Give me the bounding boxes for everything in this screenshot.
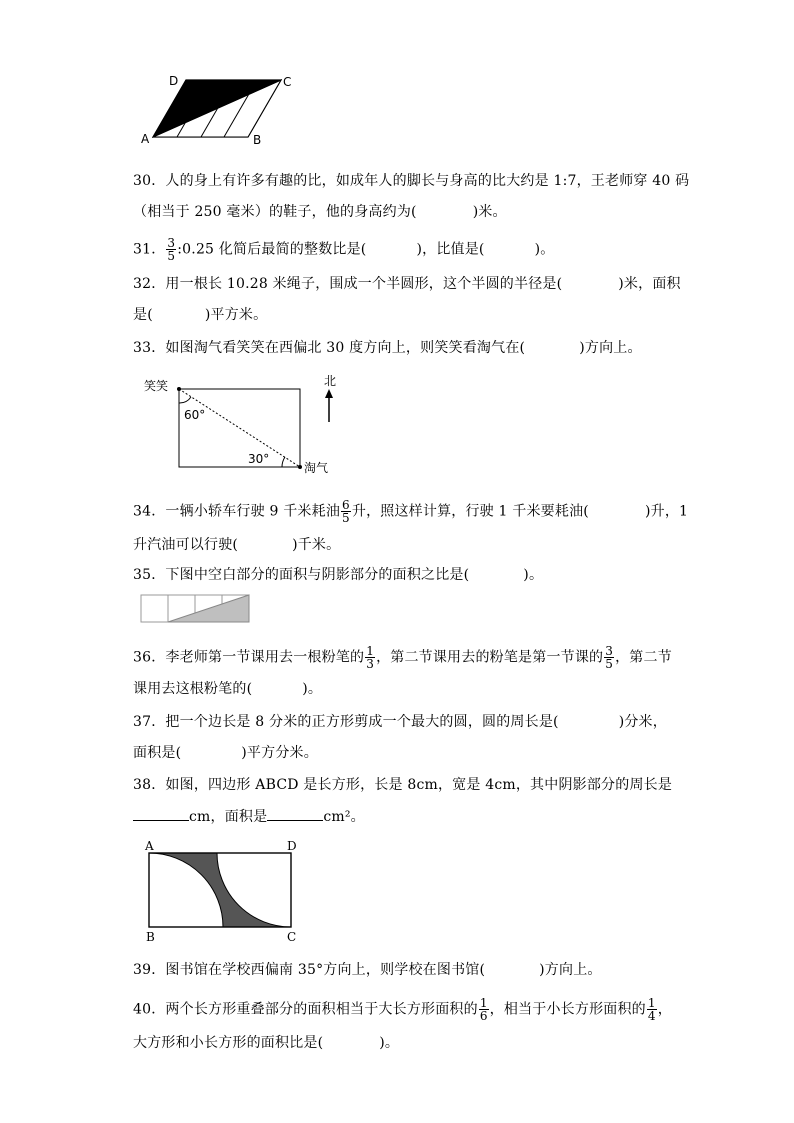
label-a: A	[141, 132, 150, 146]
q36-frac1-den: 3	[366, 657, 375, 671]
q38-perimeter-blank[interactable]	[133, 806, 189, 821]
q40-frac2-num: 1	[647, 996, 656, 1010]
rect-label-b: B	[146, 930, 155, 944]
q36-line1	[133, 645, 672, 670]
q34-text-post: )升，1	[644, 503, 689, 520]
q30-text: （相当于 250 毫米）的鞋子，他的身高约为(	[133, 204, 417, 220]
q37-text-end: )平方分米。	[241, 745, 318, 761]
q36-frac1-num: 1	[366, 644, 375, 658]
q40-fraction-2	[647, 997, 657, 1022]
rectangle-figure	[140, 836, 310, 948]
q34-line2	[133, 535, 340, 555]
q38-text-end: cm²。	[323, 809, 365, 825]
q31-text-c: )。	[534, 241, 555, 258]
q38-line2	[133, 806, 365, 827]
q34-text-end: )千米。	[292, 537, 341, 553]
label-d: D	[169, 74, 179, 88]
q32-line1	[133, 274, 681, 294]
q40-frac1-num: 1	[479, 996, 488, 1010]
q32-text-2: 是(	[133, 307, 153, 323]
q34-line1	[133, 499, 688, 524]
q40-frac2-den: 4	[647, 1009, 656, 1023]
q31-frac-den: 5	[167, 249, 176, 263]
q35-text: 35．下图中空白部分的面积与阴影部分的面积之比是(	[133, 567, 470, 583]
taoqi-label: 淘气	[304, 461, 329, 475]
q36-text: 36．李老师第一节课用去一根粉笔的	[133, 649, 365, 666]
rect-label-d: D	[287, 839, 297, 853]
strip-figure	[140, 594, 252, 624]
q40-text-mid: ，相当于小长方形面积的	[489, 1001, 646, 1018]
parallelogram-figure	[140, 70, 300, 150]
q40-line1	[133, 997, 672, 1022]
q36-fraction-1	[365, 645, 375, 670]
rect-label-a: A	[145, 839, 154, 853]
q37-text-post: )分米，	[618, 714, 667, 730]
q36-text-mid: ，第二节课用去的粉笔是第一节课的	[376, 649, 604, 666]
q34-text-mid: 升，照这样计算，行驶 1 千米要耗油(	[351, 503, 589, 520]
q31-frac-num: 3	[167, 236, 176, 250]
q32-text-mid: )米，面积	[618, 276, 681, 292]
q36-line2	[133, 679, 322, 699]
direction-figure	[140, 370, 350, 480]
q34-text-2: 升汽油可以行驶(	[133, 537, 239, 553]
q30-text-end: )米。	[472, 204, 507, 220]
q35-line	[133, 565, 543, 585]
q33-text: 33．如图淘气看笑笑在西偏北 30 度方向上，则笑笑看淘气在(	[133, 340, 526, 356]
q39-line	[133, 960, 602, 980]
q32-line2	[133, 305, 267, 325]
q30-line2	[133, 202, 507, 222]
q34-frac-den: 5	[342, 511, 350, 525]
q35-text-end: )。	[523, 567, 544, 583]
angle-30-label: 30°	[248, 452, 270, 466]
q37-line2	[133, 743, 318, 763]
q40-line2	[133, 1033, 399, 1053]
angle-60-label: 60°	[184, 408, 206, 422]
label-c: C	[283, 75, 292, 89]
q40-text: 40．两个长方形重叠部分的面积相当于大长方形面积的	[133, 1001, 478, 1018]
q37-text-2: 面积是(	[133, 745, 182, 761]
q34-frac-num: 6	[342, 498, 350, 512]
q32-text-end: )平方米。	[204, 307, 268, 323]
q38-area-blank[interactable]	[267, 806, 323, 821]
q36-text-end: )。	[302, 681, 323, 697]
label-b: B	[253, 133, 262, 147]
q40-text-2: 大方形和小长方形的面积比是(	[133, 1035, 324, 1051]
q40-text-end: )。	[379, 1035, 400, 1051]
q36-fraction-2	[604, 645, 614, 670]
q32-text: 32．用一根长 10.28 米绳子，围成一个半圆形，这个半圆的半径是(	[133, 276, 563, 292]
q36-frac2-den: 5	[605, 657, 614, 671]
q38-line1: 38．如图，四边形 ABCD 是长方形，长是 8cm，宽是 4cm，其中阴影部分的周长是	[133, 777, 673, 793]
q36-text-post: ，第二节	[615, 649, 672, 666]
q30-line1: 30．人的身上有许多有趣的比，如成年人的脚长与身高的比大约是 1:7，王老师穿 40 码	[133, 173, 690, 189]
q36-text-2: 课用去这根粉笔的(	[133, 681, 253, 697]
q31-text-b: )，比值是(	[416, 241, 485, 258]
q37-line1	[133, 712, 667, 732]
q31-line	[133, 237, 554, 262]
q40-text-post: ，	[657, 1001, 672, 1018]
north-label: 北	[324, 374, 337, 388]
q31-text-a: :0.25 化简后最简的整数比是(	[177, 241, 367, 258]
q40-frac1-den: 6	[479, 1009, 488, 1023]
q31-number: 31．	[133, 241, 166, 258]
q34-fraction	[341, 499, 351, 524]
q39-text: 39．图书馆在学校西偏南 35°方向上，则学校在图书馆(	[133, 962, 486, 978]
q33-text-end: )方向上。	[579, 340, 642, 356]
q33-line	[133, 338, 642, 358]
q31-fraction	[166, 237, 176, 262]
q34-text: 34．一辆小轿车行驶 9 千米耗油	[133, 503, 341, 520]
xiaoxiao-label: 笑笑	[144, 379, 169, 393]
q36-frac2-num: 3	[605, 644, 614, 658]
q39-text-end: )方向上。	[539, 962, 602, 978]
q40-fraction-1	[479, 997, 489, 1022]
q38-text-mid: cm，面积是	[189, 809, 268, 825]
rect-label-c: C	[287, 930, 297, 944]
q37-text: 37．把一个边长是 8 分米的正方形剪成一个最大的圆，圆的周长是(	[133, 714, 559, 730]
